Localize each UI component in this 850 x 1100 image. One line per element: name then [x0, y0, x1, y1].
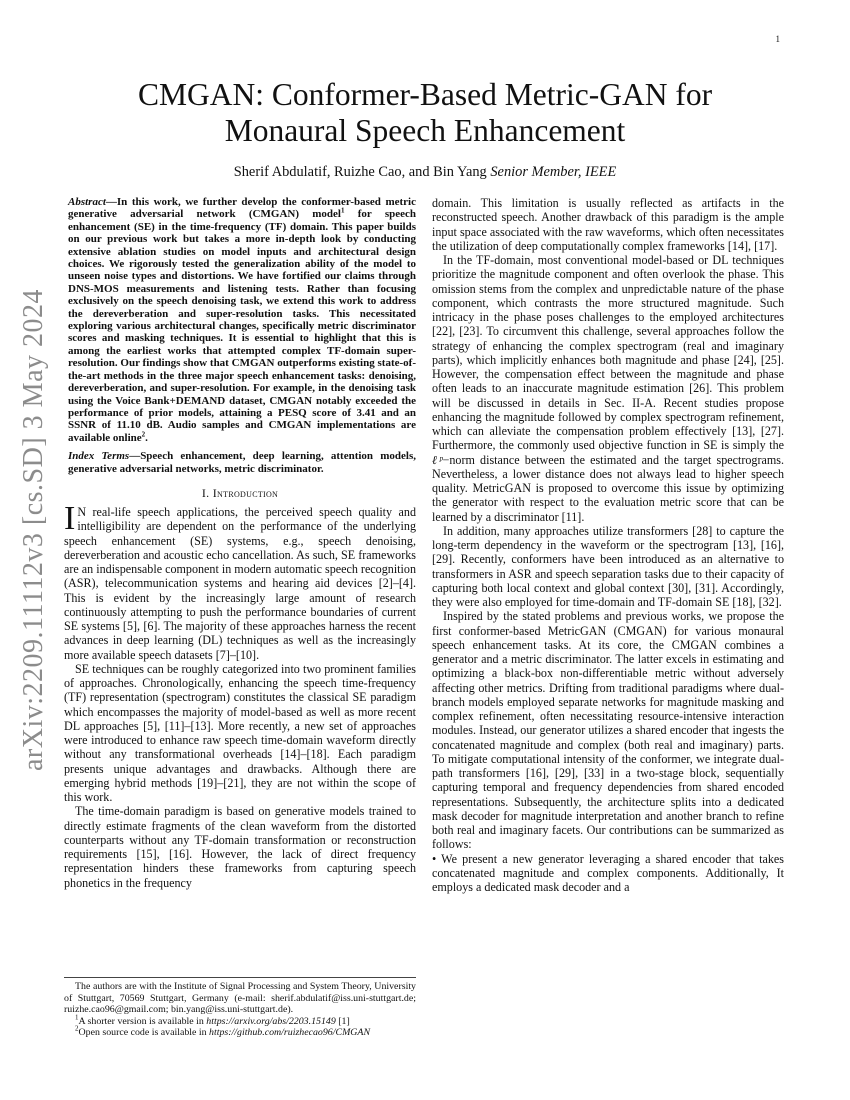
footnote-1-mark: 1	[75, 1013, 79, 1022]
left-column	[64, 196, 416, 890]
section-numeral: I.	[201, 485, 210, 500]
abstract-end: .	[145, 431, 148, 444]
footnote-2-link[interactable]: https://github.com/ruizhecao96/CMGAN	[209, 1027, 371, 1039]
footnote-1-text: A shorter version is available in	[78, 1015, 207, 1027]
intro-p1-text: N real-life speech applications, the perceived speech quality and intelligibility are dependent on the performance of the underlying speech enhancement (SE) systems, e.g., speech denoising, dereverberation and acoustic echo cancellation. As such, SE frameworks are an indispensable component in modern automatic speech recognition (ASR), telecommunication systems and hearing aid devices [2]–[4]. This is evident by the increasingly large amount of research continuously attempting to push the performance boundaries of current SE systems [5], [6]. The majority of these approaches harness the recent advances in deep learning (DL) techniques as well as the increasingly more available speech datasets [7]–[10].	[64, 505, 416, 662]
abstract-footnote-2: 2	[141, 430, 146, 439]
index-terms-lead: Index Terms	[68, 450, 130, 463]
right-paragraph-1: domain. This limitation is usually reflected as artifacts in the reconstructed speech. Another drawback of this paradigm is the ample input space associated with the raw waveforms, which often necessitates the utilization of deep computationally complex frameworks [14], [17].	[432, 196, 784, 253]
author-role: Senior Member, IEEE	[490, 164, 617, 180]
footnote-2-text: Open source code is available in	[78, 1027, 210, 1039]
section-title: Introduction	[212, 485, 279, 500]
lp-norm-symbol: ℓᵖ	[432, 452, 443, 467]
authors: Sherif Abdulatif, Ruizhe Cao, and Bin Yang	[233, 164, 487, 180]
arxiv-stamp	[14, 288, 54, 772]
intro-paragraph-2: SE techniques can be roughly categorized into two prominent families of approaches. Chronologically, enhancing the speech time-frequency (TF) representation (spectrogram) constitutes the classical SE paradigm which encompasses the majority of model-based as well as more recent DL approaches [5], [11]–[13]. More recently, a new set of approaches were introduced to enhance raw speech time-domain waveform directly without any transformational overheads [14]–[18]. Each paradigm presents unique advantages and drawbacks. Although there are emerging hybrid methods [19]–[21], they are not within the scope of this work.	[64, 661, 416, 805]
abstract-footnote-1: 1	[340, 206, 345, 215]
abstract-text-a: —In this work, we further develop the conformer-based metric generative adversarial network (CMGAN) model	[68, 196, 416, 221]
footnote-2	[64, 1027, 416, 1039]
section-heading	[64, 486, 416, 500]
title-line-1: CMGAN: Conformer-Based Metric-GAN for	[137, 77, 713, 112]
right-paragraph-4: Inspired by the stated problems and previous works, we propose the first conformer-based MetricGAN (CMGAN) for various monaural speech enhancement tasks. At its core, the CMGAN combines a generator and a metric discriminator. The latter excels in estimating and optimizing a black-box non-differentiable metric without adversely affecting other metrics. Drifting from traditional paradigms where dual-branch models employed separate networks for magnitude masking and complex refinement, often necessitating resource-intensive interaction modules. Instead, our generator utilizes a shared encoder that ingests the concatenated magnitude and complex (both real and imaginary) parts. To mitigate computational intensity of the conformer, we integrate dual-path transformers [16], [29], [33] in a two-stage block, sequentially capturing temporal and frequency dependencies from shared encoded representations. Subsequently, the architecture splits into a dedicated mask decoder for magnitude interpretation and another branch to refine both real and imaginary facets. Our contributions can be summarized as follows:	[432, 609, 784, 852]
footnote-1	[64, 1013, 416, 1028]
right-p2-text-a: In the TF-domain, most conventional model-based or DL techniques prioritize the magnitude component and often overlook the phase. This omission stems from the complex and unpredictable nature of the phase component, which contrasts the more structured magnitude. Such intricacy in the phase poses challenges to the employed architectures [22], [23]. To circumvent this challenge, several approaches follow the strategy of enhancing the complex spectrogram (real and imaginary parts), which implicitly enhances both magnitude and phase [24], [25]. However, the compensation effect between the magnitude and phase often leads to an inaccurate magnitude estimation [26]. This problem will be discussed in details in Sec. II-A. Recent studies propose enhancing the magnitude followed by complex spectrogram refinement, which can alleviate the compensation problem effectively [13], [27]. Furthermore, the commonly used objective function in SE is simply the	[432, 253, 784, 453]
abstract-text-b: for speech enhancement (SE) in the time-frequency (TF) domain. This paper builds on our previous work but takes a more in-depth look by conducting extensive ablation studies on model inputs and architectural design choices. We rigorously tested the generalization ability of the model to unseen noise types and distortions. We have fortified our claims through DNS-MOS measurements and listening tests. Rather than focusing exclusively on the speech denoising task, we extend this work to address the dereverberation and super-resolution tasks. This necessitated exploring various architectural changes, specifically metric discriminator scores and masking techniques. It is essential to highlight that this is among the earliest works that attempted complex TF-domain super-resolution. Our findings show that CMGAN outperforms existing state-of-the-art methods in the three major speech enhancement tasks: denoising, dereverberation, and super-resolution. For example, in the denoising task using the Voice Bank+DEMAND dataset, CMGAN notably exceeded the performance of prior models, attaining a PESQ score of 3.41 and an SSNR of 11.10 dB. Audio samples and CMGAN implementations are available online	[68, 208, 416, 444]
contribution-bullet-1	[432, 852, 784, 895]
index-terms	[64, 450, 416, 475]
abstract	[64, 196, 416, 444]
right-p2-text-b: −norm distance between the estimated and the target spectrograms. Nevertheless, a lower distance does not always lead to higher speech quality. MetricGAN is proposed to overcome this issue by optimizing the generator with respect to the evaluation metric score that can be learned by a discriminator [11].	[432, 452, 784, 524]
bullet-symbol: •	[432, 851, 437, 866]
right-paragraph-3: In addition, many approaches utilize transformers [28] to capture the long-term dependency in the waveform or the spectrogram [13], [16], [29]. Recently, conformers have been introduced as an alternative to transformers in ASR and speech separation tasks due to their capacity of capturing both local context and global context [30], [31]. Accordingly, they were also employed for time-domain and TF-domain SE [18], [32].	[432, 523, 784, 609]
footnote-1-link[interactable]: https://arxiv.org/abs/2203.15149	[206, 1015, 336, 1027]
footnote-affiliation: The authors are with the Institute of Signal Processing and System Theory, University of Stuttgart, 70569 Stuttgart, Germany (e-mail: sherif.abdulatif@iss.uni-stuttgart.de; ruizhe.cao96@gmail.com; bin.yang@iss.uni-stuttgart.de).	[64, 981, 416, 1016]
footnotes	[64, 977, 416, 1039]
author-line	[70, 164, 780, 181]
paper-title	[70, 77, 780, 149]
intro-paragraph-3: The time-domain paradigm is based on generative models trained to directly estimate fragments of the clean waveform from the distorted counterparts without any TF-domain transformation or reconstruction requirements [15], [16]. However, the lack of direct frequency representation hinders these frameworks from capturing speech phonetics in the frequency	[64, 804, 416, 890]
drop-cap: I	[64, 500, 76, 538]
title-line-2: Monaural Speech Enhancement	[224, 113, 626, 148]
index-terms-text: —Speech enhancement, deep learning, attention models, generative adversarial networks, metric discriminator.	[68, 450, 416, 475]
footnote-2-mark: 2	[75, 1025, 79, 1034]
footnote-1-ref: [1]	[335, 1015, 350, 1027]
intro-paragraph-1	[64, 500, 416, 662]
contribution-bullet-1-text: We present a new generator leveraging a shared encoder that takes concatenated magnitude and complex components. Additionally, It employs a dedicated mask decoder and a	[432, 851, 784, 894]
right-column	[432, 196, 784, 894]
right-paragraph-2	[432, 253, 784, 524]
page-number: 1	[775, 34, 780, 44]
abstract-lead: Abstract	[68, 196, 106, 208]
arxiv-stamp-text: arXiv:2209.11112v3 [cs.SD] 3 May 2024	[18, 288, 49, 772]
